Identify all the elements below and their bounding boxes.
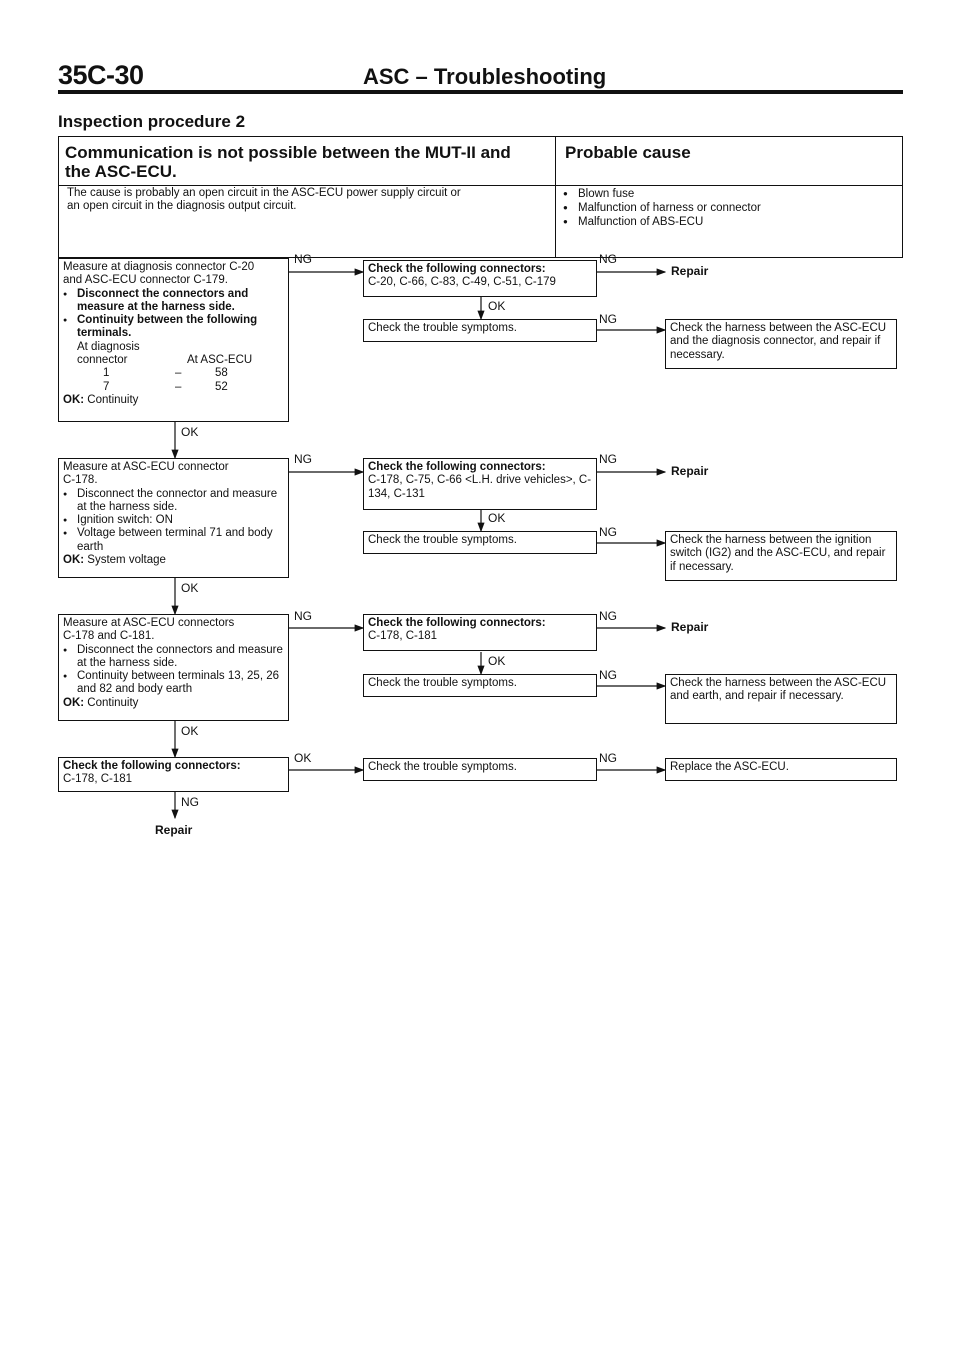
check-symptoms-box: Check the trouble symptoms. bbox=[363, 758, 597, 781]
ng-label: NG bbox=[294, 252, 312, 266]
ng-label: NG bbox=[599, 452, 617, 466]
measure-diagnosis-connector-box bbox=[58, 258, 289, 422]
check-harness-box: Check the harness between the ASC-ECU and earth, and repair if necessary. bbox=[665, 674, 897, 724]
ok-label: OK: bbox=[63, 554, 85, 567]
check-symptoms-box: Check the trouble symptoms. bbox=[363, 319, 597, 342]
probable-cause-heading: Probable cause bbox=[565, 143, 691, 162]
ok-value: Continuity bbox=[87, 393, 139, 406]
box-title: Check the following connectors: bbox=[368, 263, 546, 275]
check-harness-box: Check the harness between the ignition switch (IG2) and the ASC-ECU, and repair if necessary. bbox=[665, 531, 897, 581]
bullet-item: ● Continuity between terminals 13, 25, 26 and 82 and body earth bbox=[63, 670, 284, 697]
box-title: Check the following connectors: bbox=[368, 461, 546, 473]
ok-label: OK: bbox=[63, 393, 85, 406]
bullet-item: ● Voltage between terminal 71 and body earth bbox=[63, 527, 284, 554]
box-line: and ASC-ECU connector C-179. bbox=[63, 274, 228, 287]
terminal-heading: connector bbox=[77, 354, 128, 367]
box-title: Check the following connectors: bbox=[368, 617, 546, 629]
box-line: Measure at diagnosis connector C-20 bbox=[63, 261, 255, 273]
check-connectors-final-box bbox=[58, 757, 289, 792]
ng-label: NG bbox=[599, 609, 617, 623]
ok-label: OK bbox=[181, 581, 199, 595]
terminal-pair-row bbox=[63, 367, 284, 380]
ng-label: NG bbox=[599, 668, 617, 682]
repair-label: Repair bbox=[671, 264, 709, 278]
ok-label: OK bbox=[181, 425, 199, 439]
check-connectors-box bbox=[363, 614, 597, 651]
ok-label: OK: bbox=[63, 696, 85, 709]
box-line: Measure at ASC-ECU connector bbox=[63, 461, 229, 473]
measure-asc-ecu-connectors-box bbox=[58, 614, 289, 721]
repair-label: Repair bbox=[155, 823, 193, 837]
bullet-item: ● Ignition switch: ON bbox=[63, 514, 284, 527]
terminal-value: 7 bbox=[103, 380, 110, 393]
ok-label: OK bbox=[488, 511, 506, 525]
replace-ecu-box: Replace the ASC-ECU. bbox=[665, 758, 897, 781]
terminal-pair-row bbox=[63, 381, 284, 394]
ok-value: Continuity bbox=[87, 696, 139, 709]
procedure-title: Inspection procedure 2 bbox=[58, 112, 246, 131]
check-connectors-box bbox=[363, 458, 597, 510]
connector-list: C-178, C-181 bbox=[368, 630, 438, 643]
repair-label: Repair bbox=[671, 464, 709, 478]
page-number: 35C-30 bbox=[58, 60, 144, 90]
ng-label: NG bbox=[294, 609, 312, 623]
ok-criterion bbox=[63, 394, 284, 407]
bullet-item: ● Disconnect the connectors and measure at the harness side. bbox=[63, 644, 284, 671]
terminal-heading-row bbox=[63, 354, 284, 367]
ok-label: OK bbox=[181, 724, 199, 738]
check-harness-box: Check the harness between the ASC-ECU and the diagnosis connector, and repair if necessary. bbox=[665, 319, 897, 369]
box-line: Measure at ASC-ECU connectors bbox=[63, 617, 235, 629]
connector-list: C-20, C-66, C-83, C-49, C-51, C-179 bbox=[368, 276, 556, 289]
terminal-heading: At ASC-ECU bbox=[187, 354, 253, 367]
repair-label: Repair bbox=[671, 620, 709, 634]
description-line: an open circuit in the diagnosis output circuit. bbox=[67, 200, 297, 212]
ok-label: OK bbox=[488, 299, 506, 313]
check-symptoms-box: Check the trouble symptoms. bbox=[363, 674, 597, 697]
ok-criterion bbox=[63, 554, 284, 567]
terminal-heading: At diagnosis bbox=[77, 340, 140, 353]
description-line: The cause is probably an open circuit in the ASC-ECU power supply circuit or bbox=[67, 187, 461, 199]
box-line: C-178 and C-181. bbox=[63, 630, 155, 643]
connector-list: C-178, C-75, C-66 <L.H. drive vehicles>, C-134, C-131 bbox=[368, 474, 592, 500]
ng-label: NG bbox=[599, 312, 617, 326]
ng-label: NG bbox=[181, 795, 199, 809]
check-symptoms-box: Check the trouble symptoms. bbox=[363, 531, 597, 554]
bullet-item: ● Disconnect the connectors and measure at the harness side. bbox=[63, 288, 284, 315]
ok-label: OK bbox=[488, 654, 506, 668]
symptom-heading-line: the ASC-ECU. bbox=[65, 162, 177, 181]
section-title: ASC – Troubleshooting bbox=[363, 64, 607, 89]
ng-label: NG bbox=[599, 525, 617, 539]
symptom-heading-line: Communication is not possible between the MUT-II and bbox=[65, 143, 511, 162]
box-title: Check the following connectors: bbox=[63, 760, 241, 772]
cause-item: ● Blown fuse bbox=[563, 187, 761, 201]
ng-label: NG bbox=[599, 252, 617, 266]
bullet-item: ● Disconnect the connector and measure at the harness side. bbox=[63, 488, 284, 515]
ok-value: System voltage bbox=[87, 554, 166, 567]
check-connectors-box bbox=[363, 260, 597, 297]
ng-label: NG bbox=[294, 452, 312, 466]
ng-label: NG bbox=[599, 751, 617, 765]
ok-criterion bbox=[63, 697, 284, 710]
cause-item: ● Malfunction of harness or connector bbox=[563, 201, 761, 215]
connector-list: C-178, C-181 bbox=[63, 773, 133, 786]
ok-label: OK bbox=[294, 751, 312, 765]
terminal-value: 52 bbox=[215, 380, 228, 393]
terminal-dash: – bbox=[175, 367, 182, 380]
box-line: C-178. bbox=[63, 474, 98, 487]
terminal-value: 1 bbox=[103, 367, 110, 380]
cause-item: ● Malfunction of ABS-ECU bbox=[563, 215, 761, 229]
measure-asc-ecu-connector-box bbox=[58, 458, 289, 578]
terminal-dash: – bbox=[175, 380, 182, 393]
bullet-item: ● Continuity between the following terminals. bbox=[63, 314, 284, 341]
terminal-value: 58 bbox=[215, 367, 228, 380]
